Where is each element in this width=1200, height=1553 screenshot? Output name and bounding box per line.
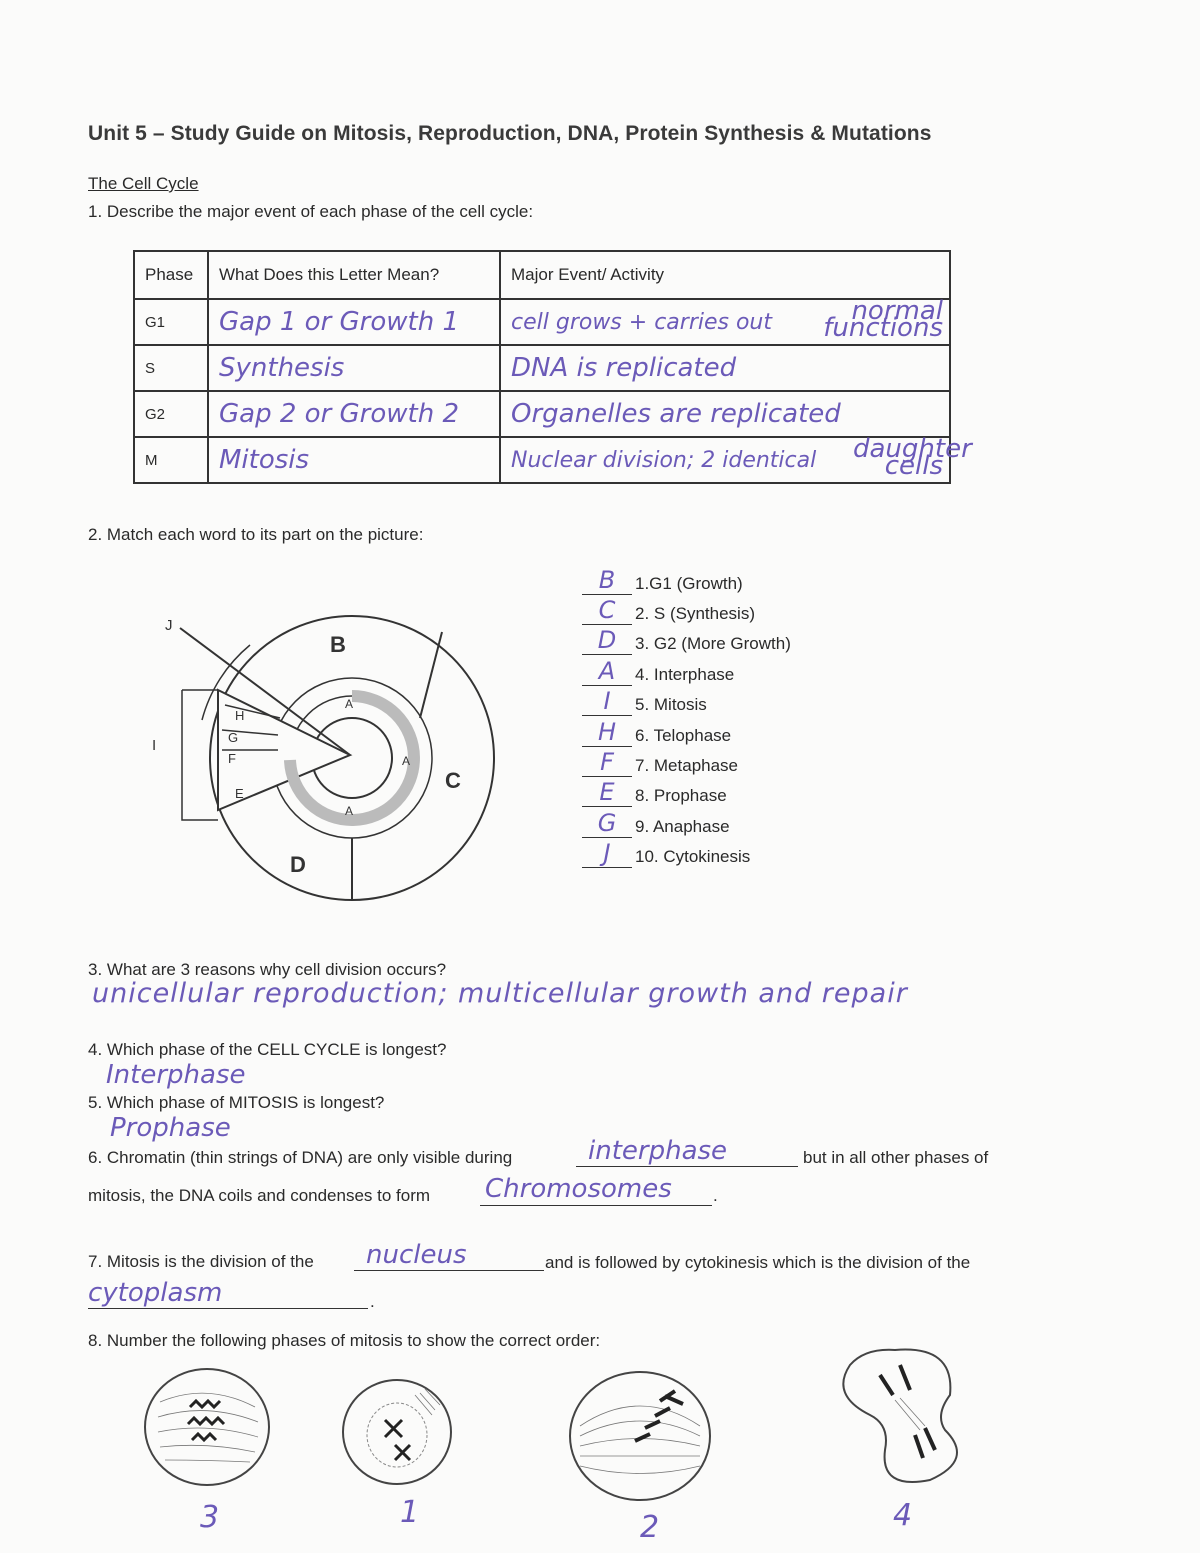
- phase-cell: M: [134, 437, 208, 483]
- match-label: 4. Interphase: [635, 665, 735, 684]
- cell-drawing-telophase: [825, 1340, 980, 1490]
- diagram-label-a: A: [345, 697, 354, 711]
- q8-prompt: 8. Number the following phases of mitosis to show the correct order:: [88, 1331, 601, 1350]
- table-row: [134, 299, 950, 345]
- header-event: Major Event/ Activity: [500, 251, 950, 299]
- phase-cell: G1: [134, 299, 208, 345]
- phase-cell: G2: [134, 391, 208, 437]
- event-answer: cell grows + carries out: [511, 309, 772, 335]
- diagram-label-a: A: [345, 804, 354, 818]
- table-row: [134, 345, 950, 391]
- list-item: [582, 811, 902, 841]
- match-label: 6. Telophase: [635, 726, 732, 745]
- event-answer-extra: daughter cells: [853, 434, 972, 481]
- event-answer-extra: normal functions: [823, 296, 943, 343]
- match-answer[interactable]: I: [603, 687, 611, 715]
- match-answer[interactable]: J: [603, 839, 611, 867]
- match-answer[interactable]: C: [598, 596, 616, 624]
- q4-answer[interactable]: Interphase: [106, 1060, 246, 1090]
- diagram-label-i: I: [152, 737, 157, 754]
- diagram-label-b: B: [330, 632, 346, 657]
- q6-text-3: mitosis, the DNA coils and condenses to form: [88, 1186, 431, 1205]
- match-label: 10. Cytokinesis: [635, 847, 751, 866]
- q6-answer-1[interactable]: interphase: [588, 1136, 728, 1166]
- order-number[interactable]: 3: [200, 1500, 220, 1535]
- page-title: Unit 5 – Study Guide on Mitosis, Reproduction, DNA, Protein Synthesis & Mutations: [88, 122, 932, 145]
- match-answer[interactable]: E: [599, 778, 615, 806]
- diagram-label-j: J: [165, 617, 173, 634]
- diagram-label-c: C: [445, 768, 461, 793]
- q7-answer-2[interactable]: cytoplasm: [88, 1278, 223, 1308]
- table-row: [134, 437, 950, 483]
- cell-drawing-anaphase: [140, 1362, 275, 1492]
- q3-answer[interactable]: unicellular reproduction; multicellular growth and repair: [92, 978, 908, 1009]
- cell-drawing-prophase: [340, 1375, 455, 1490]
- q3-prompt: 3. What are 3 reasons why cell division occurs?: [88, 960, 447, 979]
- cell-cycle-table: [133, 250, 972, 484]
- diagram-label-d: D: [290, 852, 306, 877]
- match-answer[interactable]: G: [597, 809, 617, 837]
- meaning-answer: Synthesis: [219, 353, 345, 383]
- diagram-label-g: G: [228, 730, 239, 745]
- q1-prompt: 1. Describe the major event of each phase of the cell cycle:: [88, 202, 534, 221]
- order-number[interactable]: 1: [400, 1495, 420, 1530]
- match-label: 3. G2 (More Growth): [635, 634, 791, 653]
- q7-text-1: 7. Mitosis is the division of the: [88, 1252, 314, 1271]
- list-item: [582, 598, 902, 628]
- q6-period: .: [713, 1186, 718, 1205]
- match-label: 8. Prophase: [635, 786, 727, 805]
- event-answer: DNA is replicated: [511, 353, 737, 383]
- match-answer[interactable]: F: [600, 748, 614, 776]
- list-item: [582, 659, 902, 689]
- table-header-row: [134, 251, 950, 299]
- match-answer[interactable]: H: [597, 718, 617, 746]
- match-label: 1.G1 (Growth): [635, 574, 743, 593]
- q7-blank-1: [354, 1270, 544, 1271]
- list-item: [582, 750, 902, 780]
- q7-blank-2: [88, 1308, 368, 1309]
- q6-text-1: 6. Chromatin (thin strings of DNA) are only visible during: [88, 1148, 513, 1167]
- list-item: [582, 689, 902, 719]
- diagram-label-e: E: [235, 786, 244, 801]
- q6-blank-1: [576, 1166, 798, 1167]
- q7-period: .: [370, 1292, 375, 1311]
- q6-text-2: but in all other phases of: [803, 1148, 989, 1167]
- q4-prompt: 4. Which phase of the CELL CYCLE is longest?: [88, 1040, 447, 1059]
- diagram-label-h: H: [235, 708, 245, 723]
- header-meaning: What Does this Letter Mean?: [208, 251, 500, 299]
- diagram-label-a: A: [402, 754, 411, 768]
- q2-prompt: 2. Match each word to its part on the picture:: [88, 525, 424, 544]
- q6-answer-2[interactable]: Chromosomes: [485, 1174, 672, 1204]
- meaning-answer: Gap 1 or Growth 1: [219, 307, 460, 337]
- match-label: 9. Anaphase: [635, 817, 730, 836]
- order-number[interactable]: 2: [640, 1510, 660, 1545]
- list-item: [582, 568, 902, 598]
- list-item: [582, 628, 902, 658]
- diagram-label-f: F: [228, 751, 236, 766]
- divider-line: [420, 632, 442, 718]
- match-label: 5. Mitosis: [635, 695, 707, 714]
- list-item: [582, 780, 902, 810]
- meaning-answer: Mitosis: [219, 445, 310, 475]
- cell-drawing-metaphase: [565, 1366, 715, 1506]
- event-answer: Organelles are replicated: [511, 399, 841, 429]
- order-number[interactable]: 4: [893, 1498, 913, 1533]
- list-item: [582, 841, 902, 871]
- match-answer[interactable]: A: [598, 657, 616, 685]
- phase-cell: S: [134, 345, 208, 391]
- header-phase: Phase: [134, 251, 208, 299]
- section-heading: The Cell Cycle: [88, 174, 199, 193]
- meaning-answer: Gap 2 or Growth 2: [219, 399, 460, 429]
- q7-answer-1[interactable]: nucleus: [366, 1240, 467, 1270]
- bracket-i: [182, 690, 218, 820]
- q5-prompt: 5. Which phase of MITOSIS is longest?: [88, 1093, 385, 1112]
- match-answer[interactable]: B: [598, 566, 616, 594]
- cell-cycle-diagram: [140, 590, 520, 910]
- match-label: 2. S (Synthesis): [635, 604, 755, 623]
- table-row: [134, 391, 950, 437]
- q7-text-2: and is followed by cytokinesis which is the division of the: [545, 1253, 971, 1272]
- q6-blank-2: [480, 1205, 712, 1206]
- list-item: [582, 720, 902, 750]
- event-answer: Nuclear division; 2 identical: [511, 447, 817, 473]
- match-label: 7. Metaphase: [635, 756, 739, 775]
- q5-answer[interactable]: Prophase: [110, 1113, 231, 1143]
- match-answer[interactable]: D: [597, 626, 617, 654]
